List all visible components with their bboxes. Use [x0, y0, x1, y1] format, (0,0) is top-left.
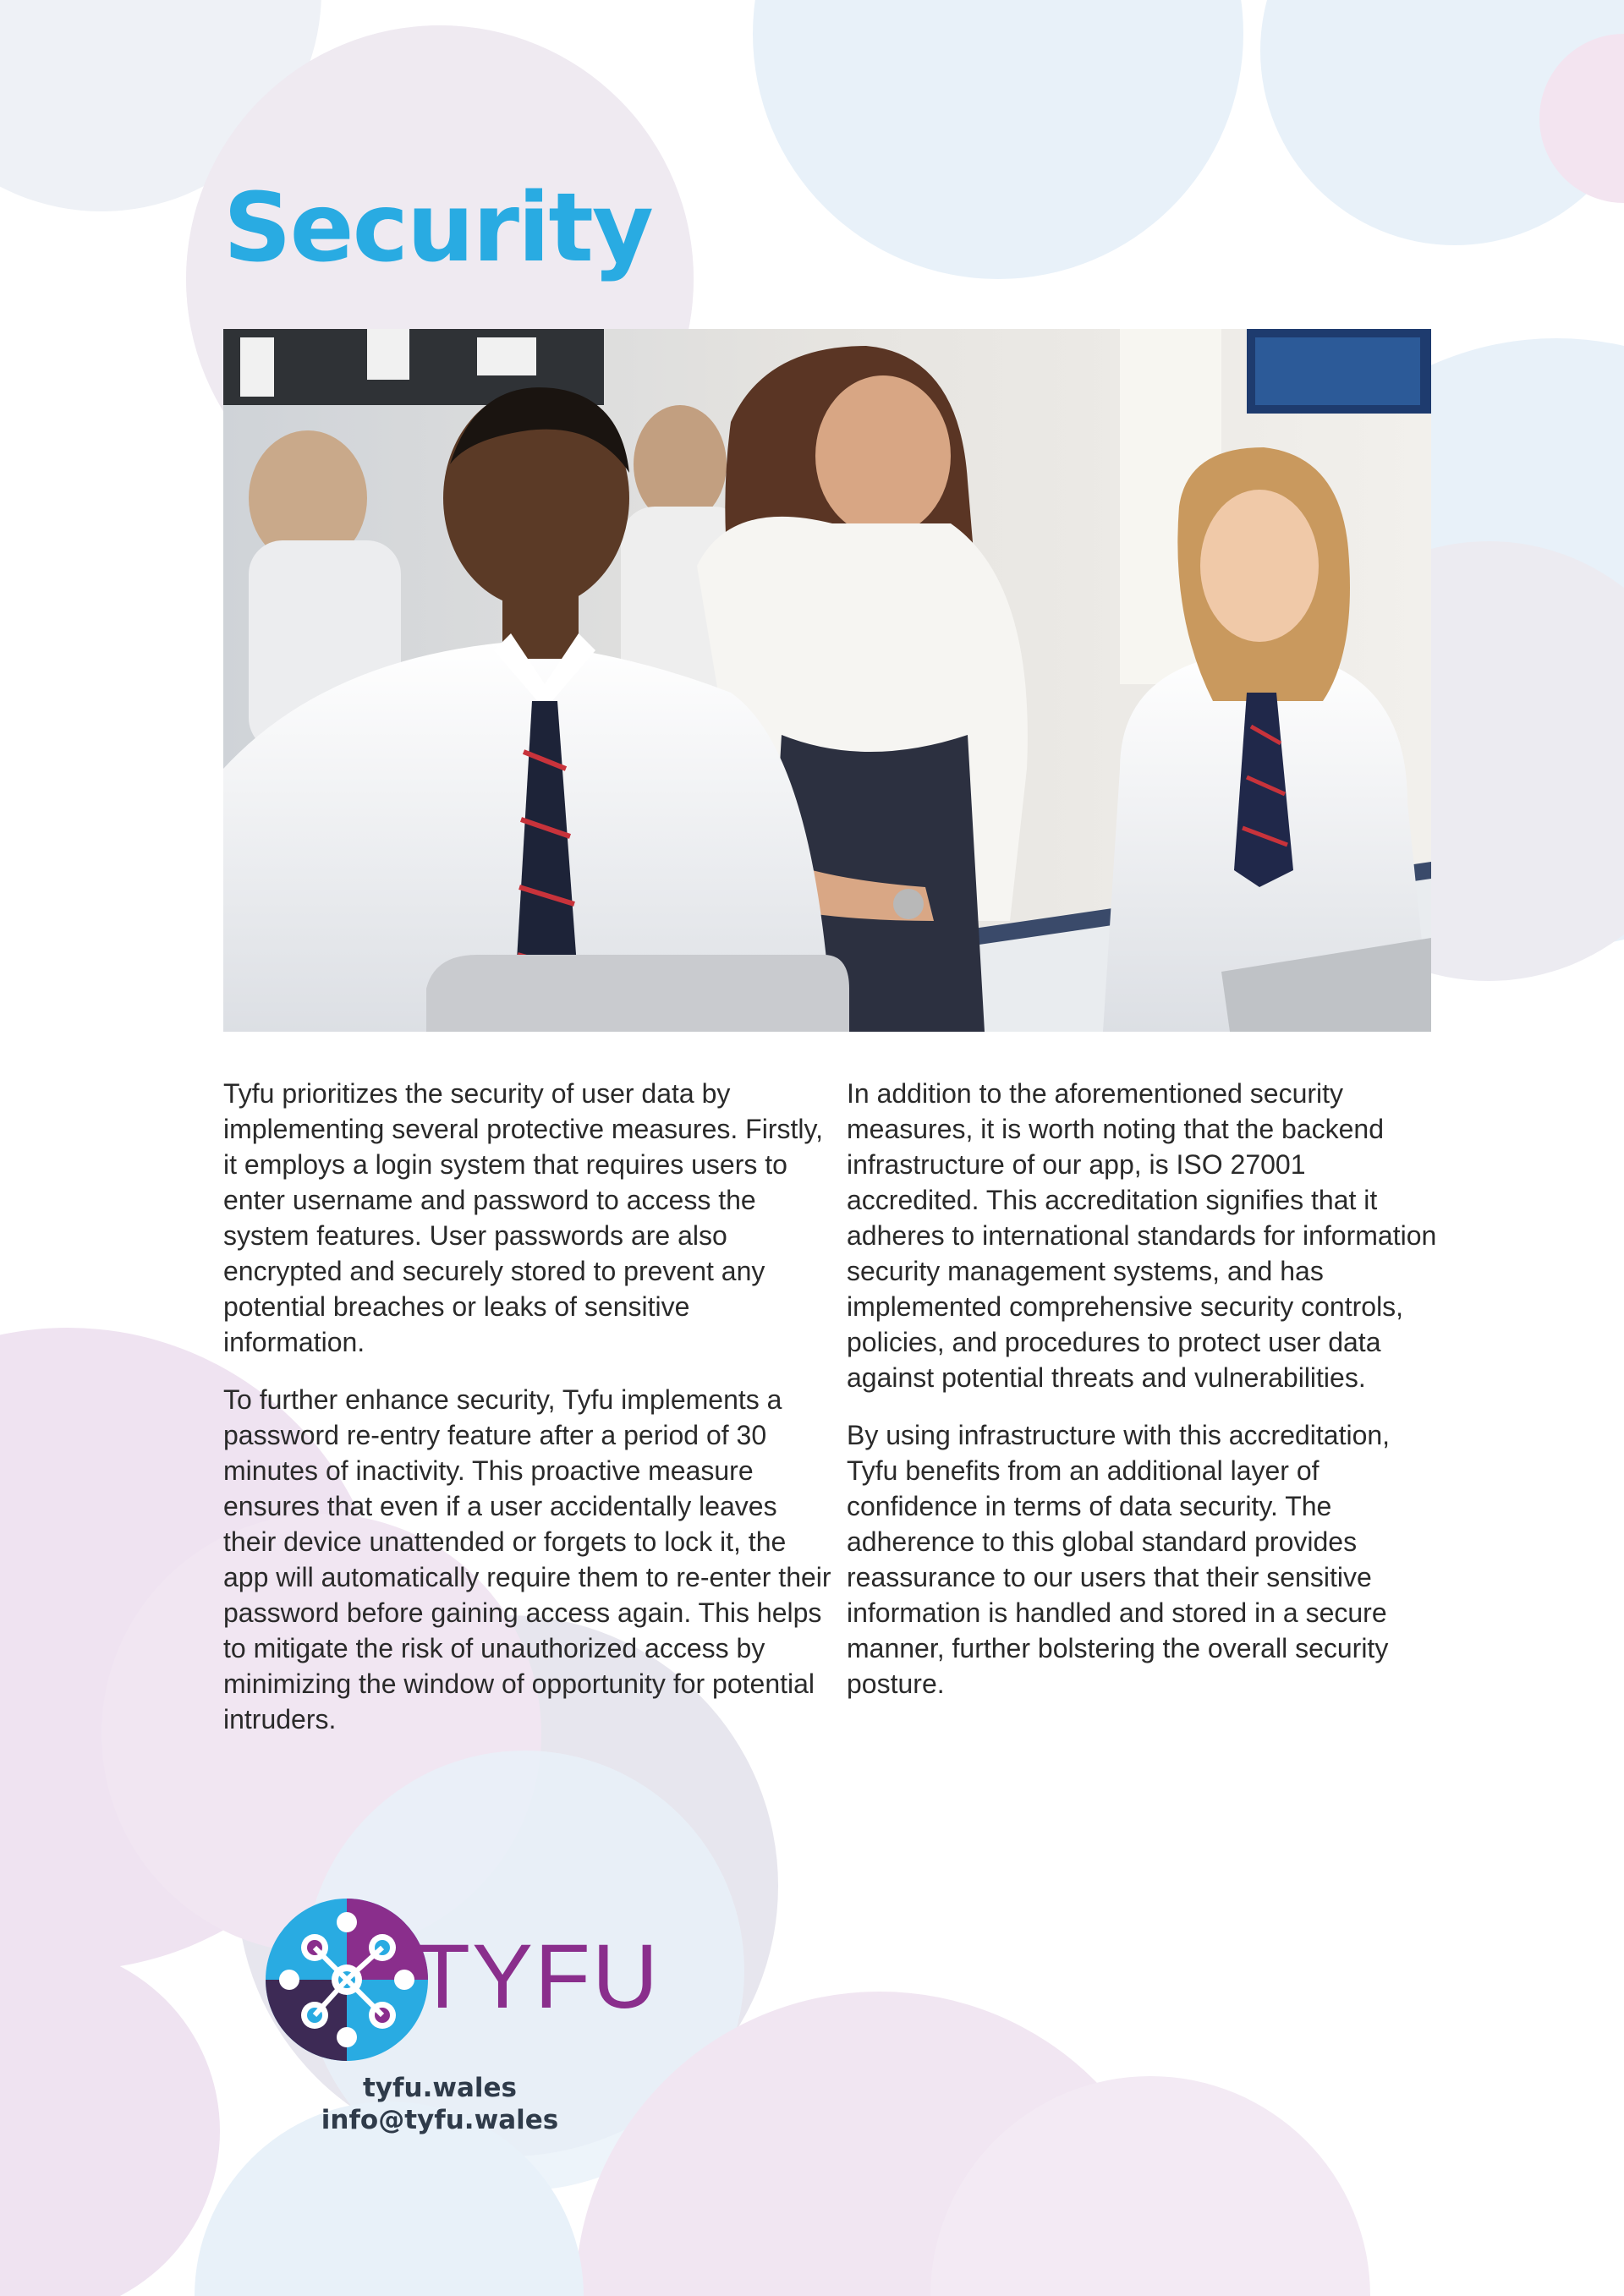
website-link[interactable]: tyfu.wales: [362, 2073, 518, 2103]
classroom-photo: [223, 329, 1431, 1032]
body-column-left: [223, 1076, 834, 1759]
logo-wordmark: TYFU: [414, 1925, 660, 2027]
tyfu-logo: [264, 1897, 660, 2063]
page-title: Security: [223, 173, 652, 283]
paragraph: By using infrastructure with this accreditation, Tyfu benefits from an additional layer of confidence in terms of data security. The adherence to this global standard provides reassurance to our users that their sensitive information is handled and stored in a secure manner, further bolstering the overall security posture.: [847, 1420, 1391, 1699]
tyfu-molecule-icon: [264, 1897, 430, 2063]
paragraph: To further enhance security, Tyfu implements a password re-entry feature after a period of 30 minutes of inactivity. This proactive measure ensures that even if a user accidentally leaves their device unattended or forgets to lock it, the app will automatically require them to re-enter their password before gaining access again. This helps to mitigate the risk of unauthorized access by minimizing the window of opportunity for potential intruders.: [223, 1384, 831, 1734]
contact-block: [254, 2072, 626, 2136]
body-column-right: [847, 1076, 1439, 1723]
paragraph: In addition to the aforementioned security measures, it is worth noting that the backend infrastructure of our app, is ISO 27001 accredited. This accreditation signifies that it adheres to international standards for information security management systems, and has implemented comprehensive security controls, policies, and procedures to protect user data against potential threats and vulnerabilities.: [847, 1078, 1437, 1393]
paragraph: Tyfu prioritizes the security of user data by implementing several protective measures. Firstly, it employs a login system that requires users to enter username and password to access the system features. User passwords are also encrypted and securely stored to prevent any potential breaches or leaks of sensitive information.: [223, 1078, 823, 1357]
email-link[interactable]: info@tyfu.wales: [321, 2105, 559, 2135]
